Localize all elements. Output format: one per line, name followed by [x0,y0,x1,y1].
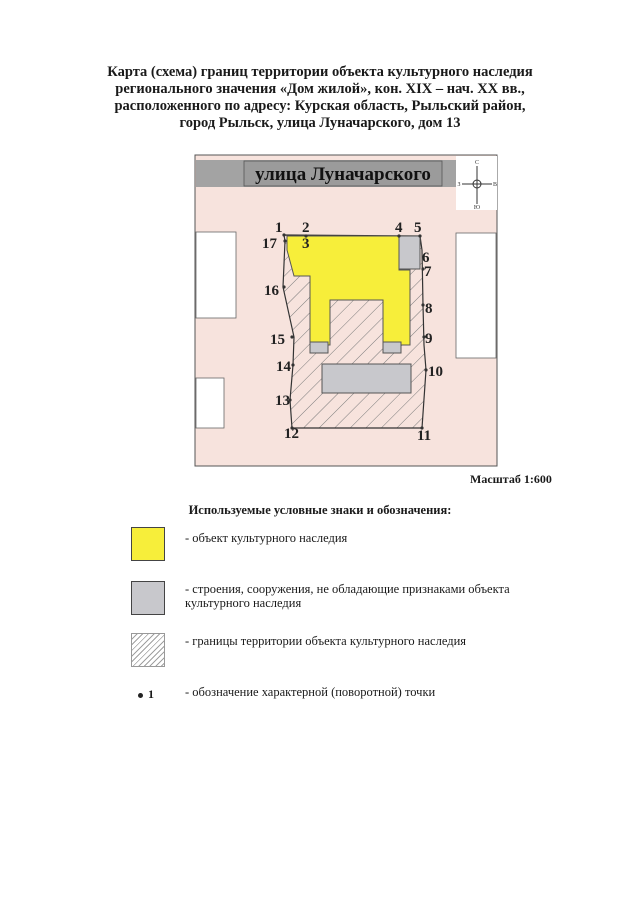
point-label-5: 5 [414,220,422,236]
legend-label-heritage: - объект культурного наследия [185,531,348,545]
compass-west: З [457,182,461,188]
marker-1 [282,233,285,236]
point-label-10: 10 [428,364,443,380]
legend-label-point: - обозначение характерной (поворотной) точки [185,685,436,699]
gray-structure-left-step [310,342,328,353]
compass-east: В [492,182,498,188]
point-label-9: 9 [425,331,433,347]
point-label-15: 15 [270,332,285,348]
neighbour-building-right [456,233,496,358]
street-label: улица Луначарского [255,164,431,185]
marker-14 [291,363,294,366]
gray-structure-right-step [383,342,401,353]
marker-17 [283,239,286,242]
point-label-4: 4 [395,220,403,236]
gray-structure-corner [399,236,420,269]
title-line-2: регионального значения «Дом жилой», кон. XIX – нач. XX вв., [115,81,525,97]
point-label-16: 16 [264,283,279,299]
marker-16 [282,285,285,288]
neighbour-building-left-top [196,232,236,318]
point-label-8: 8 [425,301,433,317]
legend-label-structures: - строения, сооружения, не обладающие признаками объекта культурного наследия [185,582,510,610]
legend-swatch-territory [131,633,165,667]
compass-south: Ю [473,205,481,211]
point-label-6: 6 [422,250,430,266]
title-line-4: город Рыльск, улица Луначарского, дом 13 [179,115,461,131]
point-label-11: 11 [417,428,432,444]
legend-swatch-structures [131,581,165,615]
gray-structure-shed [322,364,411,393]
point-label-7: 7 [424,264,432,280]
legend-swatch-heritage [131,527,165,561]
compass-rose [456,156,497,211]
point-label-3: 3 [302,236,310,252]
compass-north: С [474,160,480,166]
point-label-1: 1 [275,220,283,236]
legend-point-symbol [138,687,154,702]
scale-label: Масштаб 1:600 [470,472,552,486]
point-label-17: 17 [262,236,277,252]
legend-label-territory: - границы территории объекта культурного наследия [185,634,467,648]
point-dot-icon [138,693,143,698]
legend-point-number: 1 [148,687,154,701]
point-label-14: 14 [276,359,291,375]
neighbour-building-left-bottom [196,378,224,428]
point-label-2: 2 [302,220,310,236]
marker-15 [290,335,293,338]
legend-title: Используемые условные знаки и обозначения: [188,503,452,517]
point-label-12: 12 [284,426,299,442]
title-line-1: Карта (схема) границ территории объекта культурного наследия [107,64,533,80]
point-label-13: 13 [275,393,290,409]
title-line-3: расположенного по адресу: Курская область, Рыльский район, [114,98,526,114]
